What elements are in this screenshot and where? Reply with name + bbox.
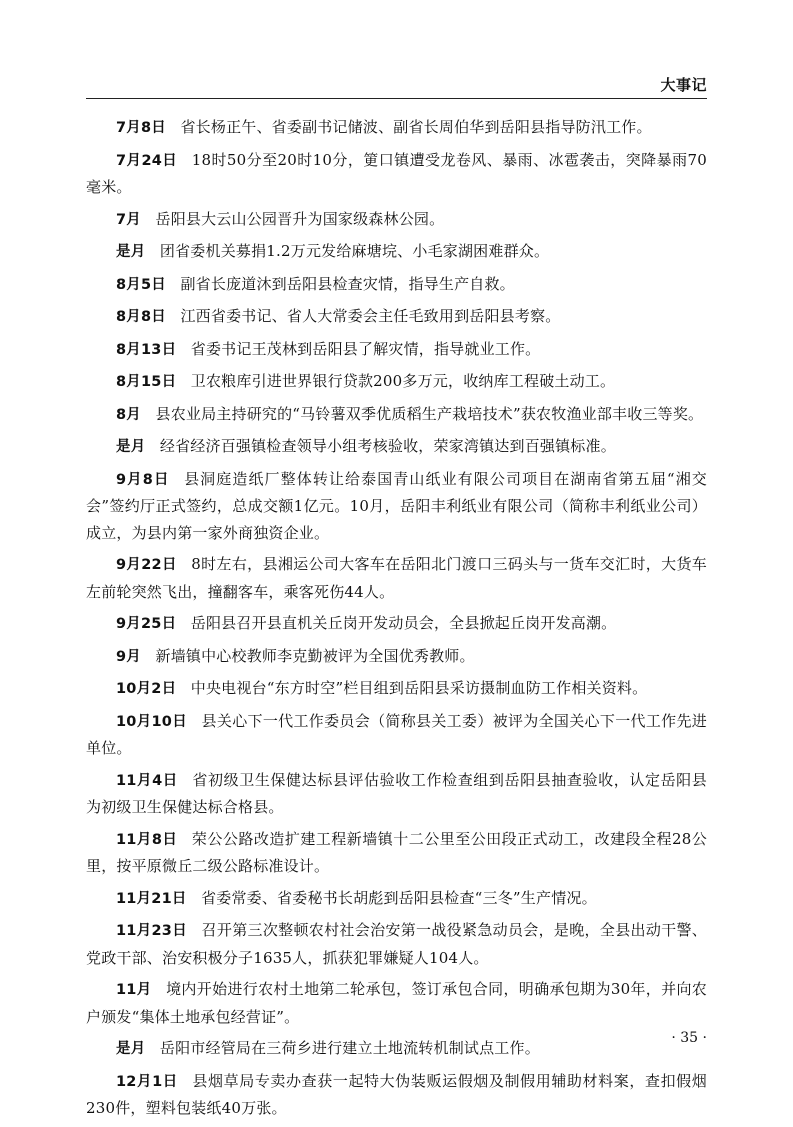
entry-date: 11月4日 xyxy=(116,772,178,789)
page-number: · 35 · xyxy=(671,1030,707,1046)
entry-date: 8月 xyxy=(116,406,141,423)
entry-date: 8月15日 xyxy=(116,374,177,390)
chronicle-entry xyxy=(86,675,707,703)
chronicle-entry xyxy=(86,976,707,1030)
chronicle-entry xyxy=(86,368,707,396)
section-title: 大事记 xyxy=(660,76,707,94)
entry-text: 省委常委、省委秘书长胡彪到岳阳县检查“三冬”生产情况。 xyxy=(201,888,597,907)
entry-text: 岳阳县召开县直机关丘岗开发动员会，全县掀起丘岗开发高潮。 xyxy=(190,614,617,632)
entry-text: 省委书记王茂林到岳阳县了解灾情，指导就业工作。 xyxy=(190,339,541,358)
entry-text: 召开第三次整顿农村社会治安第一战役紧急动员会，是晚，全县出动干警、党政干部、治安积极分子1635人，抓获犯罪嫌疑人104人。 xyxy=(86,921,707,967)
entry-date: 7月24日 xyxy=(116,152,178,169)
entry-date: 是月 xyxy=(116,1041,146,1057)
entry-date: 8月5日 xyxy=(116,276,166,293)
entry-text: 副省长庞道沐到岳阳县检查灾情，指导生产自救。 xyxy=(180,274,515,293)
chronicle-entry xyxy=(86,767,707,821)
chronicle-entry xyxy=(86,917,707,971)
entry-date: 9月8日 xyxy=(116,471,170,488)
header-divider xyxy=(86,98,707,99)
chronicle-entry xyxy=(86,336,707,364)
chronicle-entry xyxy=(86,466,707,547)
entry-date: 是月 xyxy=(116,244,146,260)
entry-date: 9月22日 xyxy=(116,557,177,573)
chronicle-entry xyxy=(86,1068,707,1122)
entry-date: 7月 xyxy=(116,211,141,228)
chronicle-entry xyxy=(86,708,707,762)
chronicle-entry xyxy=(86,885,707,913)
chronicle-entry xyxy=(86,826,707,880)
entry-text: 岳阳市经管局在三荷乡进行建立土地流转机制试点工作。 xyxy=(159,1039,540,1057)
entry-date: 11月 xyxy=(116,982,152,998)
entry-text: 经省经济百强镇检查领导小组考核验收，荣家湾镇达到百强镇标准。 xyxy=(159,437,616,455)
entry-text: 岳阳县大云山公园晋升为国家级森林公园。 xyxy=(155,209,445,228)
chronicle-entry xyxy=(86,147,707,201)
entry-text: 省初级卫生保健达标县评估验收工作检查组到岳阳县抽查验收，认定岳阳县为初级卫生保健达标合格县。 xyxy=(86,770,707,816)
entry-date: 是月 xyxy=(116,439,146,455)
chronicle-entry xyxy=(86,303,707,331)
entry-date: 9月 xyxy=(116,648,141,665)
entry-text: 中央电视台“东方时空”栏目组到岳阳县采访摄制血防工作相关资料。 xyxy=(190,679,648,697)
entry-date: 11月21日 xyxy=(116,890,187,907)
chronicle-entry xyxy=(86,643,707,671)
entry-date: 10月10日 xyxy=(116,713,188,730)
chronicle-entry xyxy=(86,271,707,299)
entry-text: 团省委机关募捐1.2万元发给麻塘垸、小毛家湖困难群众。 xyxy=(159,242,550,260)
entry-text: 县关心下一代工作委员会（简称县关工委）被评为全国关心下一代工作先进单位。 xyxy=(86,711,707,757)
entry-text: 江西省委书记、省人大常委会主任毛致用到岳阳县考察。 xyxy=(180,307,561,325)
chronicle-entry xyxy=(86,401,707,429)
chronicle-entry xyxy=(86,610,707,638)
entry-date: 9月25日 xyxy=(116,616,177,632)
chronicle-entry xyxy=(86,114,707,142)
entry-text: 县农业局主持研究的“马铃薯双季优质稻生产栽培技术”获农牧渔业部丰收三等奖。 xyxy=(155,404,704,423)
entry-date: 11月8日 xyxy=(116,831,178,848)
entry-text: 新墙镇中心校教师李克勤被评为全国优秀教师。 xyxy=(155,646,475,665)
entry-text: 18时50分至20时10分，筻口镇遭受龙卷风、暴雨、冰雹袭击，突降暴雨70毫米。 xyxy=(86,150,707,196)
chronicle-entry xyxy=(86,433,707,461)
chronicle-entry xyxy=(86,206,707,234)
chronicle-entry xyxy=(86,1035,707,1063)
entry-date: 10月2日 xyxy=(116,681,177,697)
chronicle-entry xyxy=(86,551,707,605)
entry-date: 8月13日 xyxy=(116,341,177,358)
entry-text: 荣公公路改造扩建工程新墙镇十二公里至公田段正式动工，改建段全程28公里，按平原微丘二级公路标准设计。 xyxy=(86,829,707,875)
entry-text: 8时左右，县湘运公司大客车在岳阳北门渡口三码头与一货车交汇时，大货车左前轮突然飞出，撞翻客车，乘客死伤44人。 xyxy=(86,555,707,601)
entry-date: 7月8日 xyxy=(116,120,166,136)
entry-date: 8月8日 xyxy=(116,309,166,325)
entry-text: 境内开始进行农村土地第二轮承包，签订承包合同，明确承包期为30年，并向农户颁发“集体土地承包经营证”。 xyxy=(86,980,708,1026)
chronicle-body xyxy=(86,114,707,1127)
entry-date: 11月23日 xyxy=(116,923,188,939)
entry-date: 12月1日 xyxy=(116,1073,178,1090)
entry-text: 县洞庭造纸厂整体转让给泰国青山纸业有限公司项目在湖南省第五届“湘交会”签约厅正式签约，总成交额1亿元。10月，岳阳丰利纸业有限公司（简称丰利纸业公司）成立，为县内第一家外商独资企业。 xyxy=(86,469,707,542)
entry-text: 省长杨正午、省委副书记储波、副省长周伯华到岳阳县指导防汛工作。 xyxy=(180,118,652,136)
entry-text: 卫农粮库引进世界银行贷款200多万元，收纳库工程破土动工。 xyxy=(190,372,616,390)
chronicle-entry xyxy=(86,238,707,266)
entry-text: 县烟草局专卖办查获一起特大伪装贩运假烟及制假用辅助材料案，查扣假烟230件，塑料包装纸40万张。 xyxy=(86,1071,707,1117)
